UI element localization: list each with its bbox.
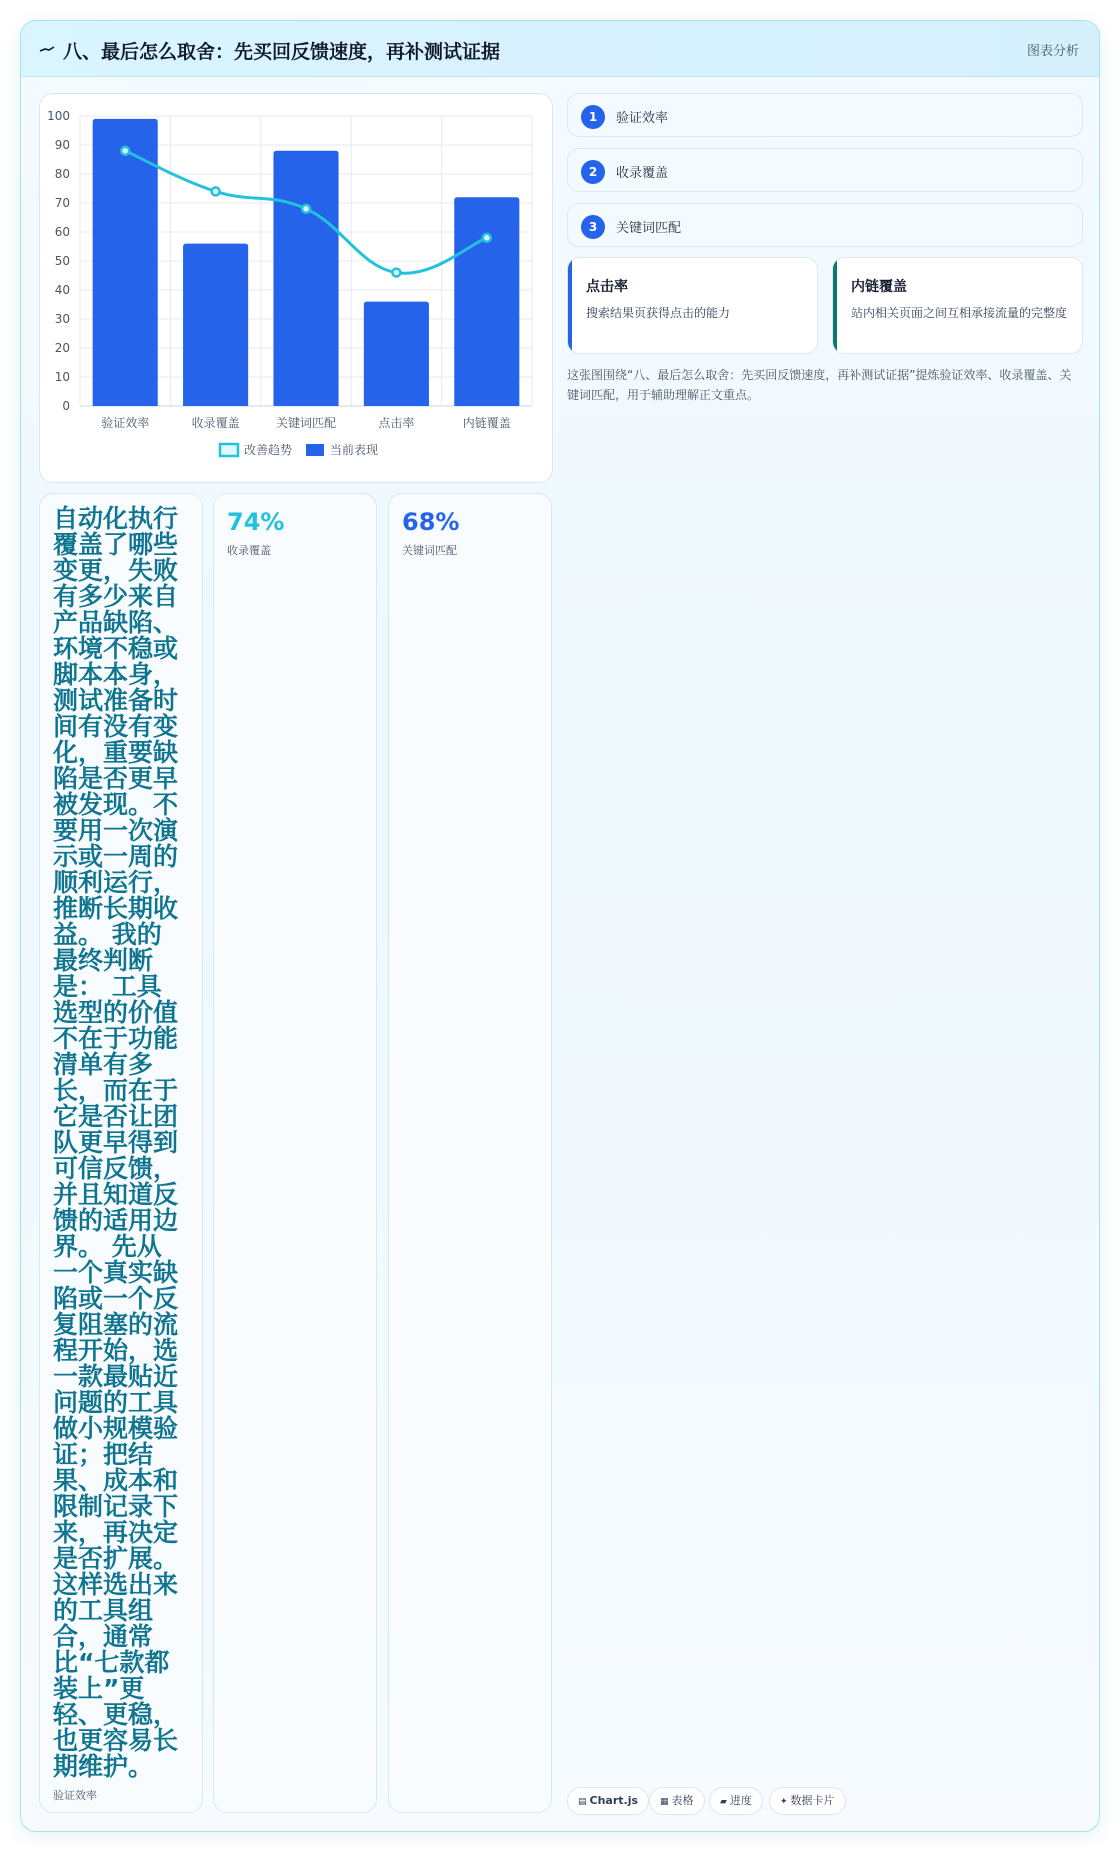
y-tick-label: 20 bbox=[54, 341, 70, 355]
x-tick-label: 收录覆盖 bbox=[191, 416, 240, 430]
y-tick-label: 70 bbox=[54, 196, 70, 210]
trend-point bbox=[212, 187, 220, 195]
bar bbox=[273, 151, 338, 406]
bar bbox=[454, 197, 519, 406]
x-tick-label: 关键词匹配 bbox=[275, 416, 337, 430]
metric-label: 关键词匹配 bbox=[402, 544, 457, 557]
y-tick-label: 30 bbox=[54, 312, 70, 326]
y-tick-label: 90 bbox=[54, 138, 70, 152]
chip-chartjs[interactable] bbox=[567, 1787, 649, 1815]
step-item bbox=[567, 148, 1083, 192]
metric-value: 74% bbox=[227, 508, 285, 536]
legend-swatch bbox=[220, 444, 238, 456]
x-tick-label: 内链覆盖 bbox=[462, 416, 511, 430]
y-tick-label: 100 bbox=[47, 109, 70, 123]
x-tick-label: 验证效率 bbox=[101, 416, 150, 430]
bar bbox=[183, 244, 248, 406]
chart-icon: ▤ bbox=[578, 1797, 587, 1807]
chip-label: 数据卡片 bbox=[790, 1794, 835, 1807]
chart-panel bbox=[39, 93, 553, 483]
metric-value: 68% bbox=[402, 508, 460, 536]
metric-value: 自动化执行覆盖了哪些变更，失败有多少来自产品缺陷、环境不稳或脚本本身，测试准备时间有没有变化，重要缺陷是否更早被发现。不要用一次演示或一周的顺利运行，推断长期收益。 我的最终判断是： 工具选型的价值不在于功能清单有多长，而在于它是否让团队更早得到可信反馈，并且知道反馈的适用边界。 先从一个真实缺陷或一个反复阻塞的流程开始，选一款最贴近问题的工具做小规模验证；把结果、成本和限制记录下来，再决定是否扩展。这样选出来的工具组合，通常比“七款都装上”更轻、更稳，也更容易长期维护。 bbox=[53, 504, 179, 1781]
y-tick-label: 0 bbox=[62, 399, 70, 413]
sparkle-icon: ✦ bbox=[780, 1797, 788, 1807]
definition-card-ctr bbox=[567, 257, 818, 354]
bar bbox=[364, 302, 429, 406]
step-list bbox=[567, 93, 1083, 258]
step-label: 验证效率 bbox=[616, 111, 669, 126]
y-tick-label: 10 bbox=[54, 370, 70, 384]
y-tick-label: 50 bbox=[54, 254, 70, 268]
definition-text: 站内相关页面之间互相承接流量的完整度 bbox=[851, 306, 1068, 320]
y-tick-label: 60 bbox=[54, 225, 70, 239]
step-number-badge: 1 bbox=[581, 105, 605, 129]
x-tick-label: 点击率 bbox=[378, 416, 415, 430]
chip-label: Chart.js bbox=[589, 1794, 639, 1807]
legend-label: 当前表现 bbox=[330, 443, 379, 457]
card-title: 八、最后怎么取舍：先买回反馈速度，再补测试证据 bbox=[63, 41, 501, 63]
card-header bbox=[21, 21, 1099, 77]
legend-swatch bbox=[306, 444, 324, 456]
step-number-badge: 2 bbox=[581, 160, 605, 184]
metric-label: 验证效率 bbox=[53, 1789, 97, 1802]
step-label: 收录覆盖 bbox=[616, 166, 669, 181]
step-item bbox=[567, 93, 1083, 137]
wave-icon bbox=[39, 42, 55, 56]
chip-label: 进度 bbox=[729, 1794, 752, 1807]
trend-point bbox=[302, 205, 310, 213]
trend-point bbox=[392, 269, 400, 277]
definition-text: 搜索结果页获得点击的能力 bbox=[586, 306, 731, 320]
trend-point bbox=[121, 147, 129, 155]
metric-card bbox=[213, 493, 377, 1813]
step-item bbox=[567, 203, 1083, 247]
combo-chart bbox=[40, 94, 554, 484]
definition-card-internal-links bbox=[832, 257, 1083, 354]
trend-point bbox=[483, 234, 491, 242]
definition-title: 点击率 bbox=[586, 279, 628, 295]
definition-title: 内链覆盖 bbox=[851, 279, 907, 295]
chart-analysis-tag: 图表分析 bbox=[1026, 44, 1079, 59]
legend-label: 改善趋势 bbox=[244, 443, 293, 457]
analysis-card bbox=[20, 20, 1100, 1832]
chart-note: 这张图围绕“八、最后怎么取舍：先买回反馈速度，再补测试证据”提炼验证效率、收录覆盖、关键词匹配，用于辅助理解正文重点。 bbox=[567, 368, 1072, 402]
chip-table[interactable] bbox=[649, 1787, 705, 1815]
step-label: 关键词匹配 bbox=[616, 221, 682, 236]
y-tick-label: 40 bbox=[54, 283, 70, 297]
metric-label: 收录覆盖 bbox=[227, 544, 271, 557]
table-icon: ▦ bbox=[660, 1797, 669, 1807]
metric-card bbox=[388, 493, 552, 1813]
chip-data-card[interactable] bbox=[769, 1787, 846, 1815]
definition-cards bbox=[567, 257, 1083, 354]
chip-progress[interactable] bbox=[709, 1787, 763, 1815]
chip-label: 表格 bbox=[671, 1794, 694, 1807]
step-number-badge: 3 bbox=[581, 215, 605, 239]
y-tick-label: 80 bbox=[54, 167, 70, 181]
metric-card bbox=[39, 493, 203, 1813]
progress-icon: ▰ bbox=[720, 1797, 727, 1807]
